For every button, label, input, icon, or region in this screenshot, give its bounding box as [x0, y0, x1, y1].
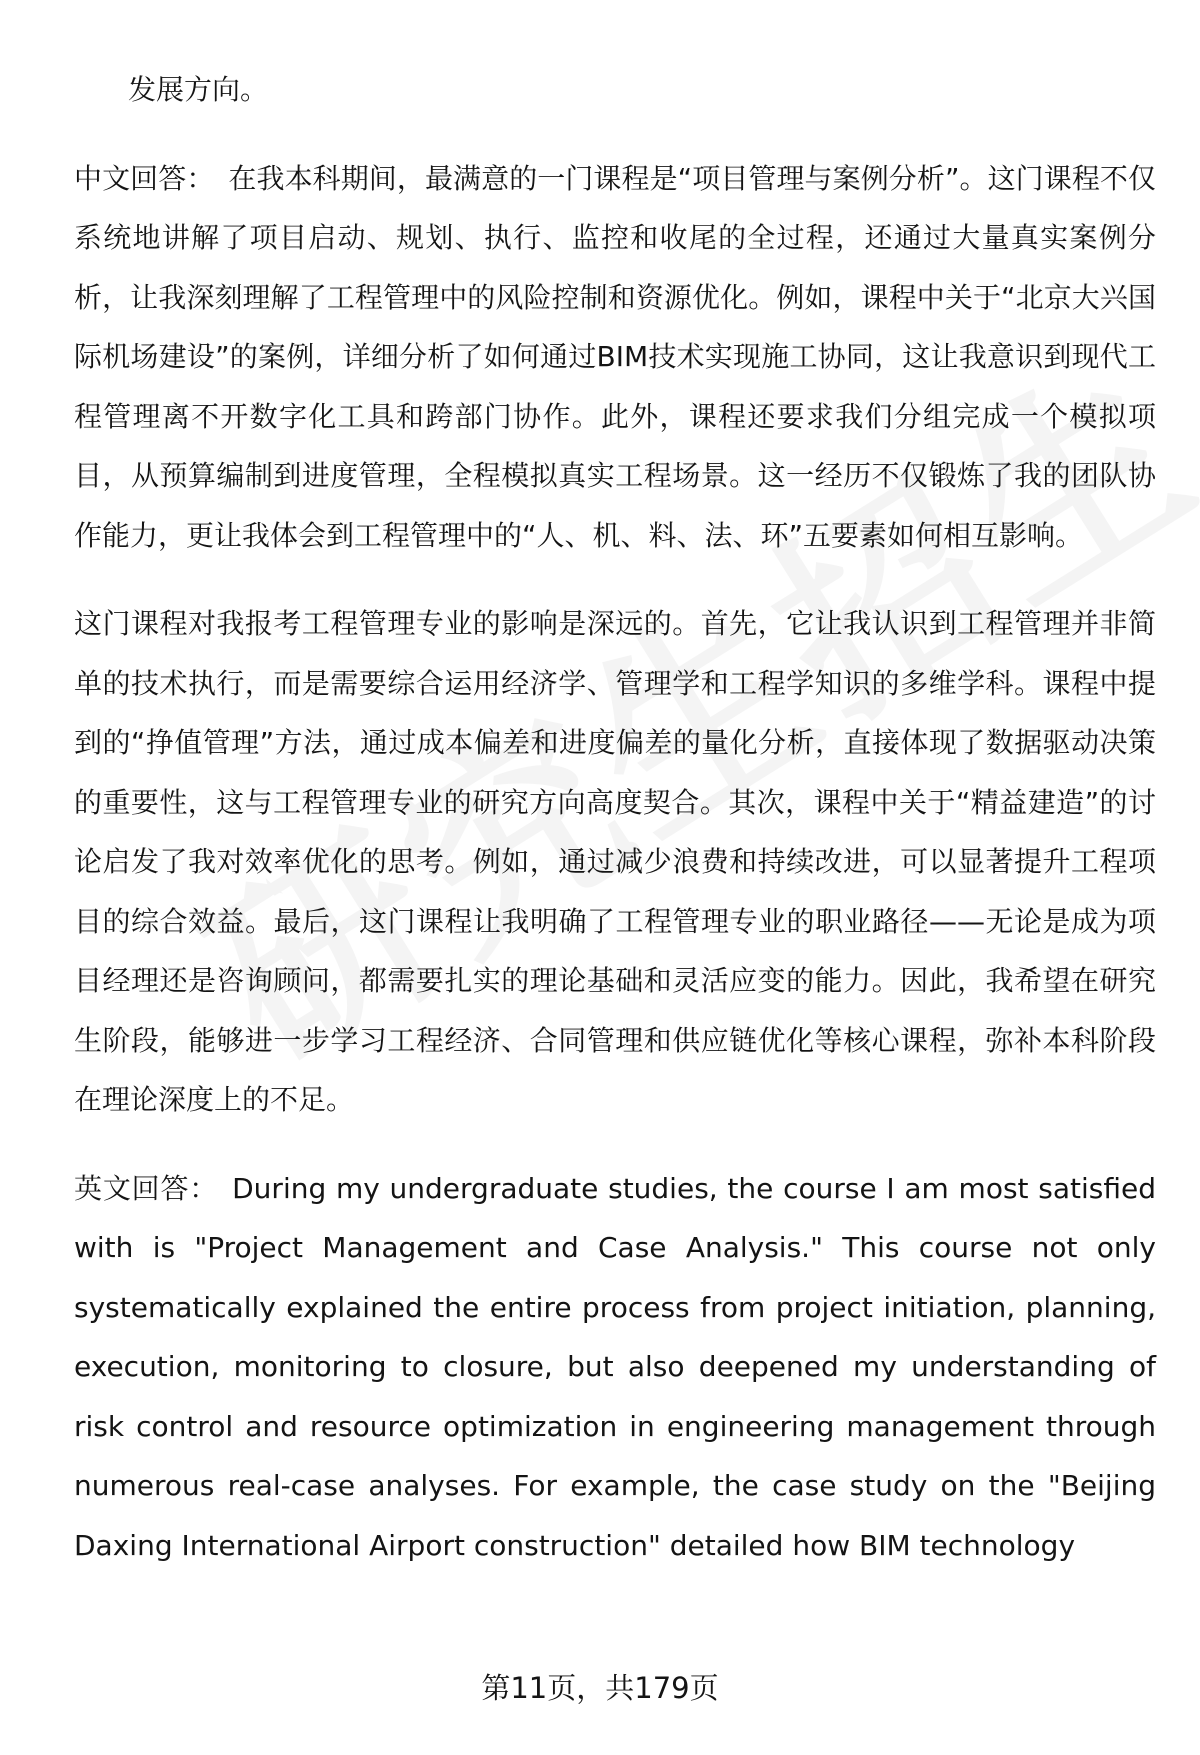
chinese-answer-label: 中文回答： — [74, 161, 215, 195]
paragraph-course-impact: 这门课程对我报考工程管理专业的影响是深远的。首先，它让我认识到工程管理并非简单的技术执行，而是需要综合运用经济学、管理学和工程学知识的多维学科。课程中提到的“挣值管理”方法，通过成本偏差和进度偏差的量化分析，直接体现了数据驱动决策的重要性，这与工程管理专业的研究方向高度契合。其次，课程中关于“精益建造”的讨论启发了我对效率优化的思考。例如，通过减少浪费和持续改进，可以显著提升工程项目的综合效益。最后，这门课程让我明确了工程管理专业的职业路径——无论是成为项目经理还是咨询顾问，都需要扎实的理论基础和灵活应变的能力。因此，我希望在研究生阶段，能够进一步学习工程经济、合同管理和供应链优化等核心课程，弥补本科阶段在理论深度上的不足。 — [74, 607, 1156, 1116]
paragraph-english-answer — [74, 1159, 1156, 1576]
document-body — [74, 60, 1156, 1575]
english-answer-label: 英文回答： — [74, 1171, 219, 1205]
paragraph-chinese-answer — [74, 149, 1156, 566]
paragraph-continuation: 发展方向。 — [128, 73, 269, 106]
page-number: 第11页，共179页 — [481, 1671, 719, 1705]
chinese-answer-text: 在我本科期间，最满意的一门课程是“项目管理与案例分析”。这门课程不仅系统地讲解了项目启动、规划、执行、监控和收尾的全过程，还通过大量真实案例分析，让我深刻理解了工程管理中的风险控制和资源优化。例如，课程中关于“北京大兴国际机场建设”的案例，详细分析了如何通过BIM技术实现施工协同，这让我意识到现代工程管理离不开数字化工具和跨部门协作。此外，课程还要求我们分组完成一个模拟项目，从预算编制到进度管理，全程模拟真实工程场景。这一经历不仅锻炼了我的团队协作能力，更让我体会到工程管理中的“人、机、料、法、环”五要素如何相互影响。 — [74, 161, 1156, 552]
english-answer-text: During my undergraduate studies, the course I am most satisfied with is "Project Management and Case Analysis." This course not only systematically explained the entire process from project initiation, planning, execution, monitoring to closure, but also deepened my understanding of risk control and resource optimization in engineering management through numerous real-case analyses. For example, the case study on the "Beijing Daxing International Airport construction" detailed how BIM technology — [74, 1171, 1156, 1562]
